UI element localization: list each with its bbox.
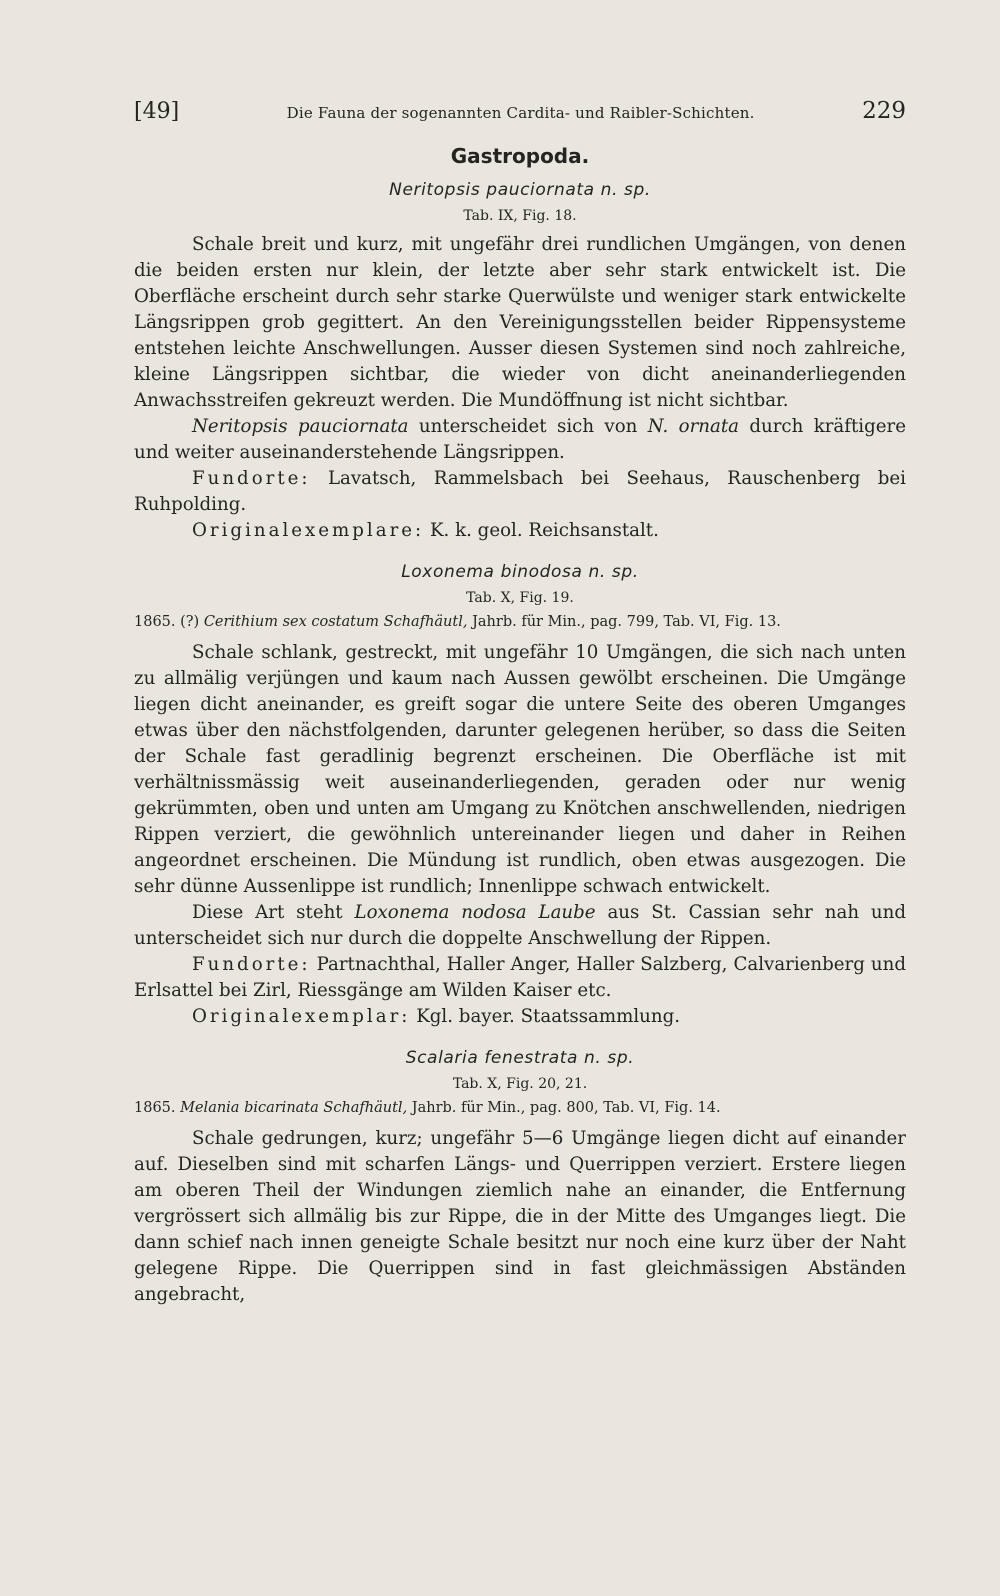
species-section-scalaria	[134, 1048, 906, 1308]
species-title: Scalaria fenestrata n. sp.	[405, 1048, 635, 1068]
species-title: Loxonema binodosa n. sp.	[401, 562, 639, 582]
synonymy-reference: Jahrb. für Min., pag. 799, Tab. VI, Fig. 13.	[467, 614, 781, 630]
plate-reference: Tab. X, Fig. 19.	[466, 590, 574, 606]
class-title: Gastropoda.	[450, 144, 590, 168]
page-number-original: [49]	[134, 99, 180, 124]
localities-paragraph	[134, 466, 906, 518]
type-specimens-label: Originalexemplare:	[192, 520, 425, 541]
localities-label: Fundorte:	[192, 954, 311, 975]
localities-text: Partnachthal, Haller Anger, Haller Salzberg, Calvarienberg und Erlsattel bei Zirl, Riessgänge am Wilden Kaiser etc.	[134, 954, 906, 1001]
type-specimens-paragraph	[134, 518, 906, 544]
synonymy-year: 1865.	[134, 1100, 181, 1116]
localities-paragraph	[134, 952, 906, 1004]
synonymy-year: 1865. (?)	[134, 614, 204, 630]
species-title: Neritopsis pauciornata n. sp.	[389, 180, 651, 200]
comparison-paragraph	[134, 414, 906, 466]
comparison-paragraph	[134, 900, 906, 952]
species-description: Schale breit und kurz, mit ungefähr drei rundlichen Umgängen, von denen die beiden ersten nur klein, der letzte aber sehr stark entwickelt ist. Die Oberfläche erscheint durch sehr starke Querwülste und weniger stark entwickelte Längsrippen grob gegittert. An den Vereinigungsstellen beider Rippensysteme entstehen leichte Anschwellungen. Ausser diesen Systemen sind noch zahlreiche, kleine Längsrippen sichtbar, die wieder von dicht aneinanderliegenden Anwachsstreifen gekreuzt werden. Die Mundöffnung ist nicht sichtbar.	[134, 234, 906, 411]
page-number: 229	[862, 98, 906, 124]
type-specimens-paragraph	[134, 1004, 906, 1030]
comparison-text: unterscheidet sich von	[408, 416, 648, 437]
comparison-text: aus St. Cassian sehr nah und unterscheidet sich nur durch die doppelte Anschwellung der Rippen.	[134, 902, 906, 949]
synonymy-line	[134, 614, 906, 630]
synonymy-reference: Jahrb. für Min., pag. 800, Tab. VI, Fig. 14.	[407, 1100, 721, 1116]
species-section-loxonema	[134, 562, 906, 1030]
type-specimens-text: K. k. geol. Reichsanstalt.	[424, 520, 659, 541]
type-specimens-label: Originalexemplar:	[192, 1006, 411, 1027]
comparison-text: durch kräftigere und weiter auseinanderstehende Längsrippen.	[134, 416, 906, 463]
synonymy-line	[134, 1100, 906, 1116]
comparison-text: Diese Art steht	[192, 902, 355, 923]
page-header	[134, 98, 906, 124]
species-name: N. ornata	[647, 416, 739, 437]
species-description: Schale gedrungen, kurz; ungefähr 5—6 Umgänge liegen dicht auf einander auf. Dieselben sind mit scharfen Längs- und Querrippen verziert. Erstere liegen am oberen Theil der Windungen ziemlich nahe an einander, die Entfernung vergrössert sich allmälig bis zur Rippe, die in der Mitte des Umganges liegt. Die dann schief nach innen geneigte Schale besitzt nur noch eine kurz über der Naht gelegene Rippe. Die Querrippen sind in fast gleichmässigen Abständen angebracht,	[134, 1128, 906, 1305]
synonymy-name: Cerithium sex costatum Schafhäutl,	[203, 614, 468, 630]
species-section-neritopsis	[134, 180, 906, 544]
plate-reference: Tab. X, Fig. 20, 21.	[452, 1076, 588, 1092]
plate-reference: Tab. IX, Fig. 18.	[463, 208, 577, 224]
type-specimens-text: Kgl. bayer. Staatssammlung.	[410, 1006, 681, 1027]
species-name: Neritopsis pauciornata	[192, 416, 409, 437]
localities-label: Fundorte:	[192, 468, 311, 489]
synonymy-name: Melania bicarinata Schafhäutl,	[180, 1100, 408, 1116]
running-head: Die Fauna der sogenannten Cardita- und Raibler-Schichten.	[286, 104, 755, 122]
localities-text: Lavatsch, Rammelsbach bei Seehaus, Rauschenberg bei Ruhpolding.	[134, 468, 906, 515]
species-description: Schale schlank, gestreckt, mit ungefähr 10 Umgängen, die sich nach unten zu allmälig verjüngen und kaum nach Aussen gewölbt erscheinen. Die Umgänge liegen dicht aneinander, es greift sogar die untere Seite des oberen Umganges etwas über den nächstfolgenden, darunter gelegenen herüber, so dass die Seiten der Schale fast geradlinig begrenzt erscheinen. Die Oberfläche ist mit verhältnissmässig weit auseinanderliegenden, geraden oder nur wenig gekrümmten, oben und unten am Umgang zu Knötchen anschwellenden, niedrigen Rippen verziert, die gewöhnlich untereinander liegen und daher in Reihen angeordnet erscheinen. Die Mündung ist rundlich, oben etwas ausgezogen. Die sehr dünne Aussenlippe ist rundlich; Innenlippe schwach entwickelt.	[134, 642, 906, 897]
species-name: Loxonema nodosa Laube	[354, 902, 596, 923]
